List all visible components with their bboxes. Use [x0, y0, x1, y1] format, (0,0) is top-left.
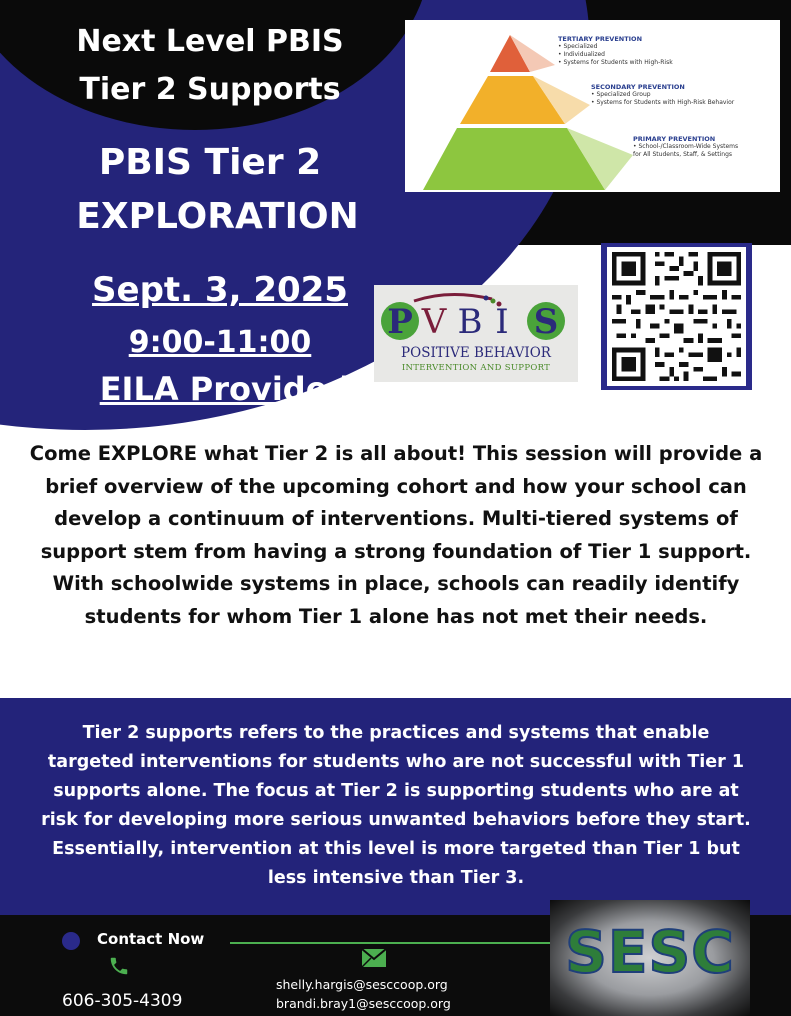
- header-line-2: Tier 2 Supports: [79, 72, 341, 107]
- pbis-logo-swoosh: [414, 294, 492, 301]
- phone-number[interactable]: 606-305-4309: [62, 991, 183, 1011]
- secondary-heading: SECONDARY PREVENTION: [591, 83, 685, 91]
- title-line-1: PBIS Tier 2: [98, 142, 322, 183]
- tertiary-item: • Individualized: [558, 51, 605, 58]
- primary-label: [633, 135, 738, 159]
- pbis-letter-i: I: [495, 302, 509, 341]
- qr-code[interactable]: [601, 243, 752, 390]
- secondary-item: • Specialized Group: [591, 91, 651, 98]
- secondary-item: • Systems for Students with High-Risk Behavior: [591, 99, 735, 106]
- prevention-pyramid: [405, 20, 780, 192]
- pbis-letter-v: V: [421, 302, 447, 341]
- tertiary-label: [558, 35, 673, 67]
- primary-item: for All Students, Staff, & Settings: [633, 151, 733, 158]
- phone-icon: [108, 955, 130, 977]
- pbis-letter-b: B: [457, 302, 483, 341]
- pbis-logo: [374, 285, 578, 382]
- mail-icon: [361, 948, 387, 968]
- intro-paragraph: Come EXPLORE what Tier 2 is all about! This session will provide a brief overview of the upcoming cohort and how your school can develop a continuum of interventions. Multi-tiered systems of support stem from having a strong foundation of Tier 1 support. With schoolwide systems in place, schools can readily identify students for whom Tier 1 alone has not met their needs.: [29, 442, 763, 628]
- tertiary-heading: TERTIARY PREVENTION: [558, 35, 643, 43]
- pbis-letter-s: S: [533, 302, 559, 341]
- title-line-2: EXPLORATION: [76, 196, 359, 237]
- header-line-1: Next Level PBIS: [76, 24, 344, 59]
- tertiary-item: • Systems for Students with High-Risk: [558, 59, 673, 66]
- pbis-subtitle-1: POSITIVE BEHAVIOR: [401, 345, 551, 361]
- sesc-logo-text: SESC: [565, 918, 735, 986]
- bullet-dot-icon: [62, 932, 80, 950]
- pbis-letter-p: P: [387, 302, 413, 341]
- primary-heading: PRIMARY PREVENTION: [633, 135, 716, 143]
- primary-item: • School-/Classroom-Wide Systems: [633, 143, 739, 150]
- contact-now-label: Contact Now: [97, 930, 205, 948]
- secondary-label: [591, 83, 734, 107]
- pbis-letters: [374, 291, 578, 341]
- contact-divider: [230, 942, 590, 944]
- eila-notice: EILA Provided: [99, 370, 351, 408]
- sesc-logo: [550, 900, 750, 1016]
- email-link-brandi[interactable]: brandi.bray1@sesccoop.org: [276, 996, 451, 1011]
- tier2-description: Tier 2 supports refers to the practices and systems that enable targeted interventions for students who are not successful with Tier 1 supports alone. The focus at Tier 2 is supporting students who are at risk for developing more serious unwanted behaviors before they start. Essentially, intervention at this level is more targeted than Tier 1 but less intensive than Tier 3.: [41, 723, 751, 888]
- event-date: Sept. 3, 2025: [92, 270, 348, 310]
- qr-code-pattern: [605, 247, 748, 386]
- pbis-logo-dot: [484, 296, 489, 301]
- tertiary-item: • Specialized: [558, 43, 598, 50]
- event-time: 9:00-11:00: [128, 325, 312, 360]
- email-link-shelly[interactable]: shelly.hargis@sesccoop.org: [276, 977, 448, 992]
- pbis-subtitle-2: INTERVENTION AND SUPPORT: [401, 363, 551, 373]
